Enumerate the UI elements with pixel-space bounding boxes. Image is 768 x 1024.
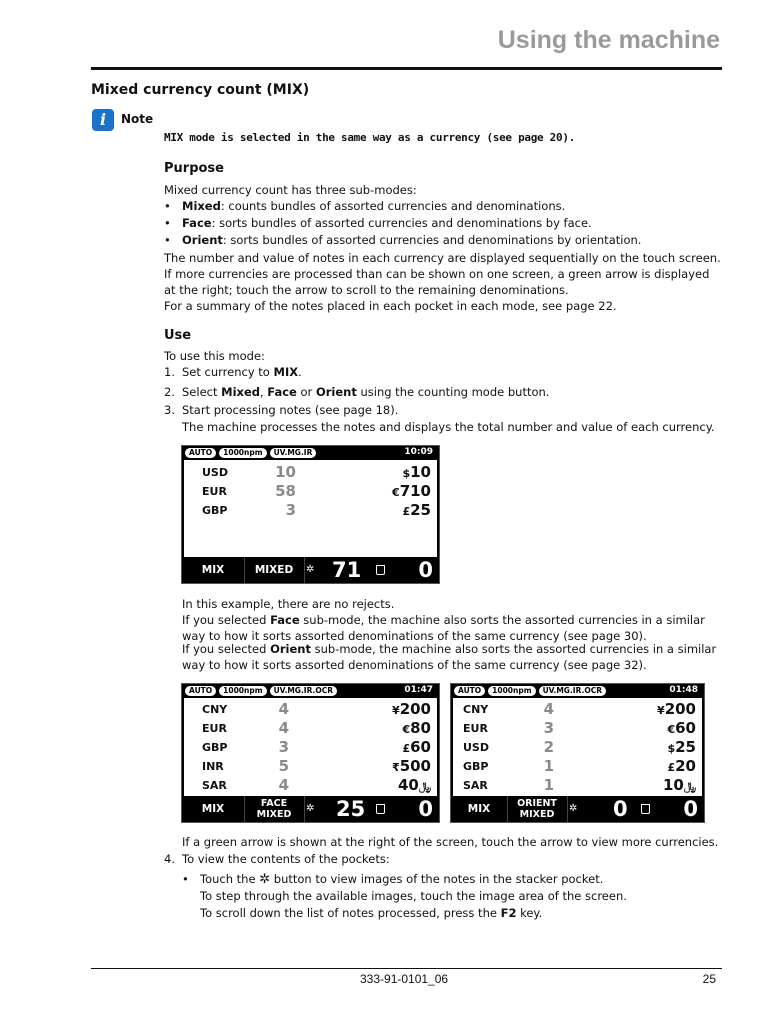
purpose-intro: Mixed currency count has three sub-modes: (164, 183, 417, 197)
currency-list[interactable] (184, 460, 437, 557)
currency-row: CNY 4 ¥200 (463, 700, 696, 718)
currency-row: EUR 58 €710 (202, 482, 431, 500)
reject-total: 0 (683, 797, 698, 821)
currency-row: GBP 3 £60 (202, 738, 431, 756)
currency-mode-button[interactable]: MIX (182, 796, 245, 822)
purpose-paragraph: The number and value of notes in each currency are displayed sequentially on the touch screen. If more currencies are processed than can be shown on one screen, a green arrow is displayed at the right; touch the arrow to scroll to the remaining denominations. (164, 251, 721, 297)
currency-mode-button[interactable]: MIX (182, 557, 245, 583)
currency-row: GBP 1 £20 (463, 757, 696, 775)
status-badge: UV.MG.IR (270, 448, 317, 458)
list-item: • Face: sorts bundles of assorted currencies and denominations by face. (164, 216, 592, 230)
list-item: 4. To view the contents of the pockets: (164, 852, 390, 866)
stacker-pocket-icon[interactable]: ✲ (306, 564, 315, 575)
list-item: 1. Set currency to MIX. (164, 365, 302, 379)
header-rule (91, 67, 722, 70)
status-badge: AUTO (454, 686, 485, 696)
step4-detail: To step through the available images, touch the image area of the screen. (200, 889, 627, 903)
counting-mode-button[interactable]: MIXED (244, 557, 305, 583)
arrow-note: If a green arrow is shown at the right of the screen, touch the arrow to view more currencies. (182, 835, 719, 849)
stacker-pocket-icon[interactable]: ✲ (306, 803, 315, 814)
display-screen-orient (450, 683, 705, 823)
status-badge: 1000npm (488, 686, 535, 696)
clock: 01:48 (669, 685, 698, 695)
info-icon: i (92, 109, 114, 131)
purpose-heading: Purpose (164, 161, 224, 176)
reject-pocket-icon[interactable] (376, 565, 385, 575)
section-title: Mixed currency count (MIX) (91, 82, 310, 98)
face-note: If you selected Face sub-mode, the machine also sorts the assorted currencies in a similar way to how it sorts assorted denominations of the same currency (see page 30). (182, 613, 705, 643)
use-intro: To use this mode: (164, 349, 265, 363)
step3-detail: The machine processes the notes and displays the total number and value of each currency. (182, 420, 715, 434)
list-item: 3. Start processing notes (see page 18). (164, 403, 399, 417)
footer-rule (91, 968, 722, 969)
stacker-total: 0 (613, 797, 628, 821)
example-note: In this example, there are no rejects. (182, 597, 395, 611)
reject-pocket-icon[interactable] (376, 804, 385, 814)
currency-row: SAR 4 ﷼40 (202, 776, 431, 794)
status-badge: AUTO (185, 448, 216, 458)
status-badge: AUTO (185, 686, 216, 696)
currency-list[interactable] (184, 698, 437, 796)
orient-note: If you selected Orient sub-mode, the machine also sorts the assorted currencies in a similar way to how it sorts assorted denominations of the same currency (see page 32). (182, 642, 717, 672)
stacker-total: 25 (336, 797, 366, 821)
document-number: 333-91-0101_06 (360, 972, 449, 986)
status-badge: UV.MG.IR.OCR (539, 686, 606, 696)
clock: 10:09 (404, 447, 433, 457)
list-item: 2. Select Mixed, Face or Orient using the counting mode button. (164, 385, 550, 399)
currency-row: EUR 4 €80 (202, 719, 431, 737)
reject-total: 0 (418, 558, 433, 582)
list-item: • Touch the ✲ button to view images of the notes in the stacker pocket. (182, 872, 604, 887)
clock: 01:47 (404, 685, 433, 695)
currency-row: USD 10 $10 (202, 463, 431, 481)
status-badge: UV.MG.IR.OCR (270, 686, 337, 696)
currency-row: USD 2 $25 (463, 738, 696, 756)
currency-row: EUR 3 €60 (463, 719, 696, 737)
counting-mode-button[interactable]: ORIENT MIXED (507, 796, 568, 822)
stacker-pocket-icon[interactable]: ✲ (569, 803, 578, 814)
purpose-paragraph: For a summary of the notes placed in each pocket in each mode, see page 22. (164, 299, 617, 313)
page-header-title: Using the machine (497, 26, 720, 54)
note-label: Note (121, 112, 154, 126)
use-heading: Use (164, 328, 192, 343)
currency-mode-button[interactable]: MIX (451, 796, 508, 822)
reject-pocket-icon[interactable] (641, 804, 650, 814)
status-badge: 1000npm (219, 686, 266, 696)
stacker-pocket-icon: ✲ (259, 872, 271, 887)
display-screen-mixed (181, 445, 440, 584)
currency-row: INR 5 ₹500 (202, 757, 431, 775)
list-item: • Mixed: counts bundles of assorted currencies and denominations. (164, 199, 566, 213)
page-number: 25 (702, 972, 716, 986)
stacker-total: 71 (332, 558, 362, 582)
list-item: • Orient: sorts bundles of assorted currencies and denominations by orientation. (164, 233, 642, 247)
counting-mode-button[interactable]: FACE MIXED (244, 796, 305, 822)
step4-detail: To scroll down the list of notes processed, press the F2 key. (200, 906, 543, 920)
status-badge: 1000npm (219, 448, 266, 458)
currency-row: CNY 4 ¥200 (202, 700, 431, 718)
note-text: MIX mode is selected in the same way as a currency (see page 20). (164, 131, 575, 144)
currency-list[interactable] (453, 698, 702, 796)
currency-row: SAR 1 ﷼10 (463, 776, 696, 794)
display-screen-face (181, 683, 440, 823)
reject-total: 0 (418, 797, 433, 821)
currency-row: GBP 3 £25 (202, 501, 431, 519)
